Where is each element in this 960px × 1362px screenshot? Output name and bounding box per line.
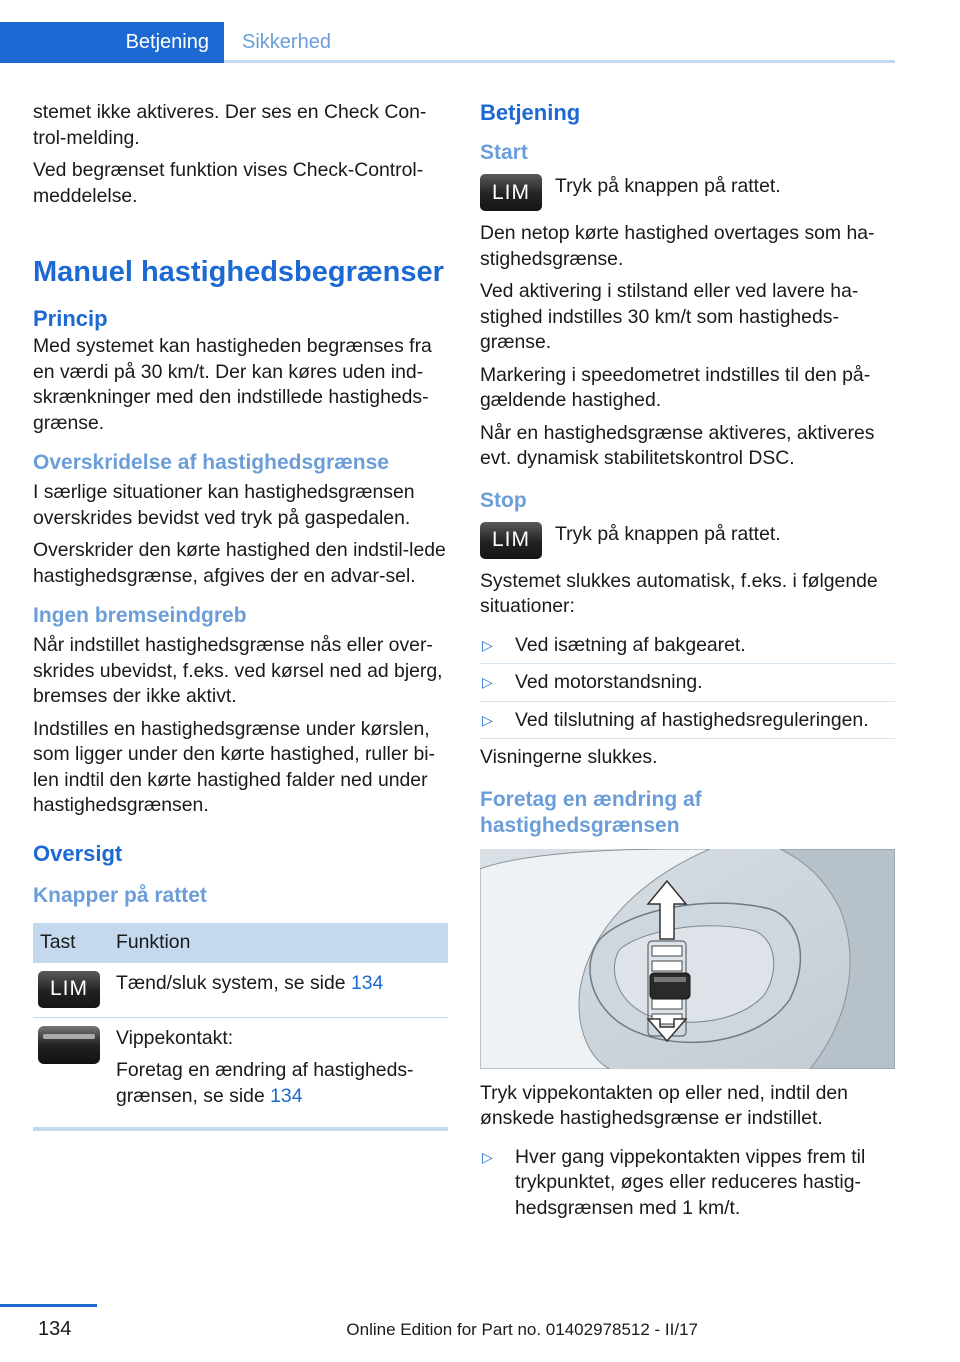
page-link[interactable]: 134: [350, 971, 384, 994]
heading-start: Start: [480, 141, 528, 164]
list-item: ▷ Ved tilslutning af hastighedsreguleringen.: [480, 702, 895, 740]
intro-paragraph-1: stemet ikke aktiveres. Der ses en Check Con-trol-melding.: [33, 101, 427, 149]
list-item: ▷ Ved isætning af bakgearet.: [480, 627, 895, 665]
stop-text: Tryk på knappen på rattet.: [555, 522, 781, 545]
heading-foretag: Foretag en ændring af hastighedsgrænsen: [480, 787, 702, 837]
lim-button-icon: LIM: [480, 174, 542, 211]
edition-text: Online Edition for Part no. 01402978512 - II/17: [346, 1320, 698, 1339]
footer-rule: [0, 1304, 97, 1307]
row-text: Tænd/sluk system, se side: [116, 971, 351, 994]
rocker-switch-icon: [38, 1026, 100, 1064]
table-row: [33, 1017, 448, 1129]
tab-sikkerhed[interactable]: Sikkerhed: [242, 31, 331, 53]
triangle-bullet-icon: ▷: [482, 1148, 493, 1165]
start-text: Tryk på knappen på rattet.: [555, 175, 781, 197]
paragraph: Visningerne slukkes.: [480, 746, 658, 768]
paragraph: Den netop kørte hastighed overtages som ha-stighedsgrænse.: [480, 222, 875, 270]
heading-ingen-bremseindgreb: Ingen bremseindgreb: [33, 604, 247, 627]
list-item: ▷ Hver gang vippekontakten vippes frem til trykpunktet, øges eller reduceres hastig-hedsgrænsen med 1 km/t.: [480, 1139, 895, 1227]
section-title: Manuel hastighedsbegrænser: [33, 256, 444, 288]
lim-button-icon: LIM: [480, 522, 542, 559]
heading-overskridelse: Overskridelse af hastighedsgrænse: [33, 451, 389, 474]
row-text: Vippekontakt:: [116, 1026, 234, 1049]
table-header-funktion: Funktion: [109, 923, 448, 963]
list-item: ▷ Ved motorstandsning.: [480, 664, 895, 702]
right-column: [480, 100, 895, 1232]
princip-paragraph: Med systemet kan hastigheden begrænses fra en værdi på 30 km/t. Der kan køres uden ind-skrænkninger med den indstillede hastigheds-grænse.: [33, 335, 432, 434]
page-link[interactable]: 134: [270, 1084, 303, 1107]
button-table: [33, 923, 448, 1132]
heading-oversigt: Oversigt: [33, 840, 123, 866]
heading-stop: Stop: [480, 488, 527, 512]
triangle-bullet-icon: ▷: [482, 636, 493, 653]
table-header-tast: Tast: [33, 923, 109, 963]
table-row: [33, 963, 448, 1018]
paragraph: Markering i speedometret indstilles til den på-gældende hastighed.: [480, 363, 871, 411]
ingen-paragraph-2: Indstilles en hastighedsgrænse under kørslen, som ligger under den kørte hastighed, ruller bi-len indtil den kørte hastighed falder ned under hastighedsgrænsen.: [33, 717, 436, 816]
heading-betjening: Betjening: [480, 100, 581, 125]
heading-knapper: Knapper på rattet: [33, 883, 207, 907]
intro-paragraph-2: Ved begrænset funktion vises Check-Control-meddelelse.: [33, 159, 424, 207]
page-number: 134: [38, 1318, 72, 1340]
steering-wheel-illustration: [480, 849, 895, 1069]
paragraph: Systemet slukkes automatisk, f.eks. i følgende situationer:: [480, 569, 878, 617]
row-text: Foretag en ændring af hastigheds-grænsen, se side: [116, 1059, 414, 1107]
left-column: [33, 100, 448, 1131]
heading-princip: Princip: [33, 306, 108, 331]
lim-button-icon: LIM: [38, 971, 100, 1008]
ingen-paragraph-1: Når indstillet hastighedsgrænse nås eller over-skrides ubevidst, f.eks. ved kørsel ned ad bjerg, bremses der ikke aktivt.: [33, 634, 443, 707]
bullet-list: [480, 1139, 895, 1227]
paragraph: Når en hastighedsgrænse aktiveres, aktiveres evt. dynamisk stabilitetskontrol DSC.: [480, 421, 875, 469]
bullet-list: [480, 627, 895, 740]
paragraph: Ved aktivering i stilstand eller ved lavere ha-stighed indstilles 30 km/t som hastigheds-grænse.: [480, 280, 859, 353]
triangle-bullet-icon: ▷: [482, 674, 493, 690]
triangle-bullet-icon: ▷: [482, 711, 493, 728]
tab-betjening[interactable]: Betjening: [0, 22, 224, 63]
overskridelse-paragraph-2: Overskrider den kørte hastighed den indstil-lede hastighedsgrænse, afgives der en advar-sel.: [33, 539, 446, 587]
paragraph: Tryk vippekontakten op eller ned, indtil den ønskede hastighedsgrænse er indstillet.: [480, 1081, 848, 1129]
overskridelse-paragraph-1: I særlige situationer kan hastighedsgrænsen overskrides bevidst ved tryk på gaspedalen.: [33, 481, 415, 529]
